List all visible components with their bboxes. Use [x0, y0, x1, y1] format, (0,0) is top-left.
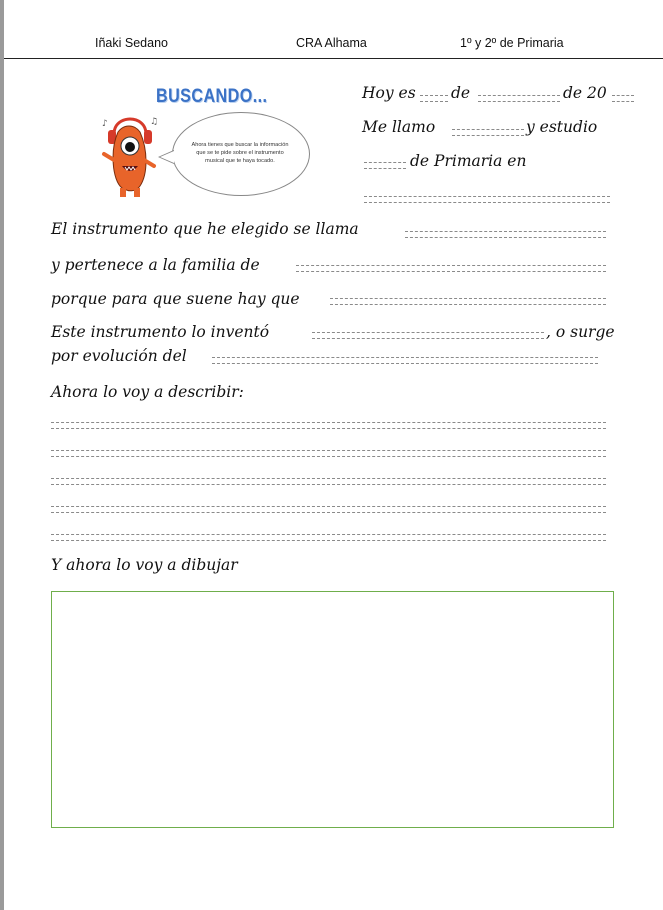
monster-with-headphones-icon: [100, 110, 160, 200]
family-blank[interactable]: [296, 265, 606, 272]
course-blank[interactable]: [364, 162, 406, 169]
bubble-instructions: Ahora tienes que buscar la información que se te pide sobre el instrumento musical que te haya tocado.: [191, 142, 289, 164]
description-line[interactable]: [51, 506, 606, 513]
svg-text:♪: ♪: [102, 119, 108, 129]
inventor-blank[interactable]: [312, 332, 544, 339]
year-blank[interactable]: [612, 95, 634, 102]
primaria-en-label: de Primaria en: [410, 152, 527, 170]
description-line[interactable]: [51, 478, 606, 485]
invented-label: Este instrumento lo inventó: [51, 323, 270, 341]
evolution-label: por evolución del: [51, 347, 187, 365]
instrument-name-label: El instrumento que he elegido se llama: [51, 220, 359, 238]
description-line[interactable]: [51, 422, 606, 429]
school-blank[interactable]: [364, 196, 610, 203]
sound-label: porque para que suene hay que: [51, 290, 300, 308]
grade-level: 1º y 2º de Primaria: [460, 36, 564, 50]
page-left-border: [0, 0, 4, 910]
description-line[interactable]: [51, 450, 606, 457]
date-year-prefix: de 20: [563, 84, 607, 102]
author-name: Iñaki Sedano: [95, 36, 168, 50]
draw-label: Y ahora lo voy a dibujar: [51, 556, 238, 574]
instrument-name-blank[interactable]: [405, 231, 606, 238]
name-blank[interactable]: [452, 129, 524, 136]
study-label: y estudio: [526, 118, 598, 136]
header-divider: [4, 58, 663, 59]
describe-label: Ahora lo voy a describir:: [51, 383, 244, 401]
name-prefix: Me llamo: [362, 118, 436, 136]
description-line[interactable]: [51, 534, 606, 541]
or-arises-label: , o surge: [546, 323, 615, 341]
month-blank[interactable]: [478, 95, 560, 102]
buscando-title: BUSCANDO...: [156, 86, 268, 107]
day-blank[interactable]: [420, 95, 448, 102]
sound-blank[interactable]: [330, 298, 606, 305]
school-name: CRA Alhama: [296, 36, 367, 50]
page-header: [4, 28, 663, 58]
date-prefix: Hoy es: [362, 84, 416, 102]
family-label: y pertenece a la familia de: [51, 256, 260, 274]
svg-text:♫: ♫: [150, 117, 159, 127]
evolution-blank[interactable]: [212, 357, 598, 364]
date-de: de: [451, 84, 471, 102]
drawing-area[interactable]: [51, 591, 614, 828]
